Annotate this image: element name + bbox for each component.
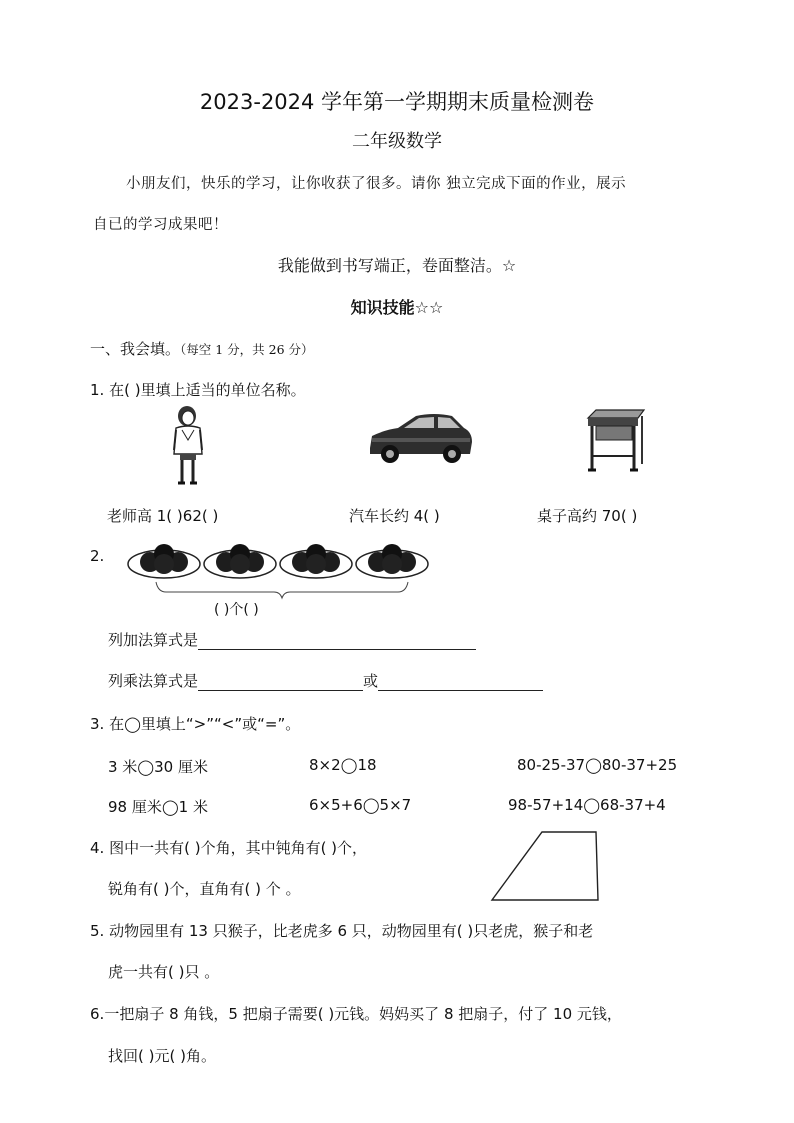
q2-multiplication-row — [108, 670, 543, 691]
q6-number: 6. — [90, 1005, 105, 1023]
q3-item: 3 米◯30 厘米 — [108, 758, 208, 776]
q4-line-2: 锐角有( )个，直角有( ) 个 。 — [108, 880, 301, 898]
part1-heading-text: 一、我会填。 — [90, 340, 181, 358]
neatness-pledge: 我能做到书写端正，卷面整洁。☆ — [277, 256, 517, 275]
desk-image — [586, 408, 646, 478]
q2-addition-label: 列加法算式是 — [108, 631, 199, 649]
q3-text: 在◯里填上“>”“<”或“=”。 — [109, 715, 301, 733]
q2-addition-row — [108, 629, 476, 650]
q1-teacher-height: 老师高 1( )62( ) — [107, 507, 219, 525]
section-title: 知识技能☆☆ — [350, 298, 444, 317]
q3-number: 3. — [90, 715, 105, 733]
q2-brace-answer: ( )个( ) — [214, 602, 259, 618]
q5-line-1 — [90, 920, 593, 941]
q5-text-1: 动物园里有 13 只猴子，比老虎多 6 只，动物园里有( )只老虎，猴子和老 — [109, 922, 594, 940]
q3-item: 98-57+14◯68-37+4 — [508, 796, 666, 814]
q2-number: 2. — [90, 547, 105, 565]
q1-text: 在( )里填上适当的单位名称。 — [109, 381, 306, 399]
q2-multiplication-answer-line-2[interactable] — [378, 672, 543, 691]
intro-line-2: 自已的学习成果吧！ — [93, 217, 228, 233]
q6-line-1 — [90, 1003, 622, 1024]
q5-line-2: 虎一共有( )只 。 — [108, 963, 220, 981]
q2-multiplication-answer-line-1[interactable] — [198, 672, 363, 691]
q4-number: 4. — [90, 839, 105, 857]
q3-item: 98 厘米◯1 米 — [108, 798, 208, 816]
q1-desk-height: 桌子高约 70( ) — [537, 507, 638, 525]
q3-item: 6×5+6◯5×7 — [309, 796, 412, 814]
exam-subtitle: 二年级数学 — [352, 131, 442, 152]
q6-text-1: 一把扇子 8 角钱，5 把扇子需要( )元钱。妈妈买了 8 把扇子，付了 10 元钱， — [104, 1005, 622, 1023]
q4-line-1 — [90, 837, 367, 858]
intro-line-1: 小朋友们，快乐的学习，让你收获了很多。请你 独立完成下面的作业，展示 — [126, 176, 627, 192]
exam-title: 2023-2024 学年第一学期期末质量检测卷 — [199, 90, 595, 114]
q2-addition-answer-line[interactable] — [198, 631, 476, 650]
part1-score-note: （每空 1 分，共 26 分） — [180, 342, 314, 357]
q5-number: 5. — [90, 922, 105, 940]
q4-text-1: 图中一共有( )个角，其中钝角有( )个， — [109, 839, 368, 857]
teacher-image — [168, 404, 208, 488]
q1-number: 1. — [90, 381, 105, 399]
part1-heading — [90, 338, 314, 359]
plate-group — [128, 544, 428, 578]
q1-car-length: 汽车长约 4( ) — [349, 507, 440, 525]
q1-prompt — [90, 379, 306, 400]
q3-prompt — [90, 713, 300, 734]
q3-item: 8×2◯18 — [309, 756, 377, 774]
plates-of-apples-image — [126, 534, 436, 594]
car-image — [364, 408, 476, 468]
q2-multiplication-label: 列乘法算式是 — [108, 672, 199, 690]
q2-or-label: 或 — [363, 672, 379, 690]
trapezoid-figure — [490, 830, 602, 902]
q6-line-2: 找回( )元( )角。 — [108, 1047, 216, 1065]
q3-item: 80-25-37◯80-37+25 — [517, 756, 678, 774]
